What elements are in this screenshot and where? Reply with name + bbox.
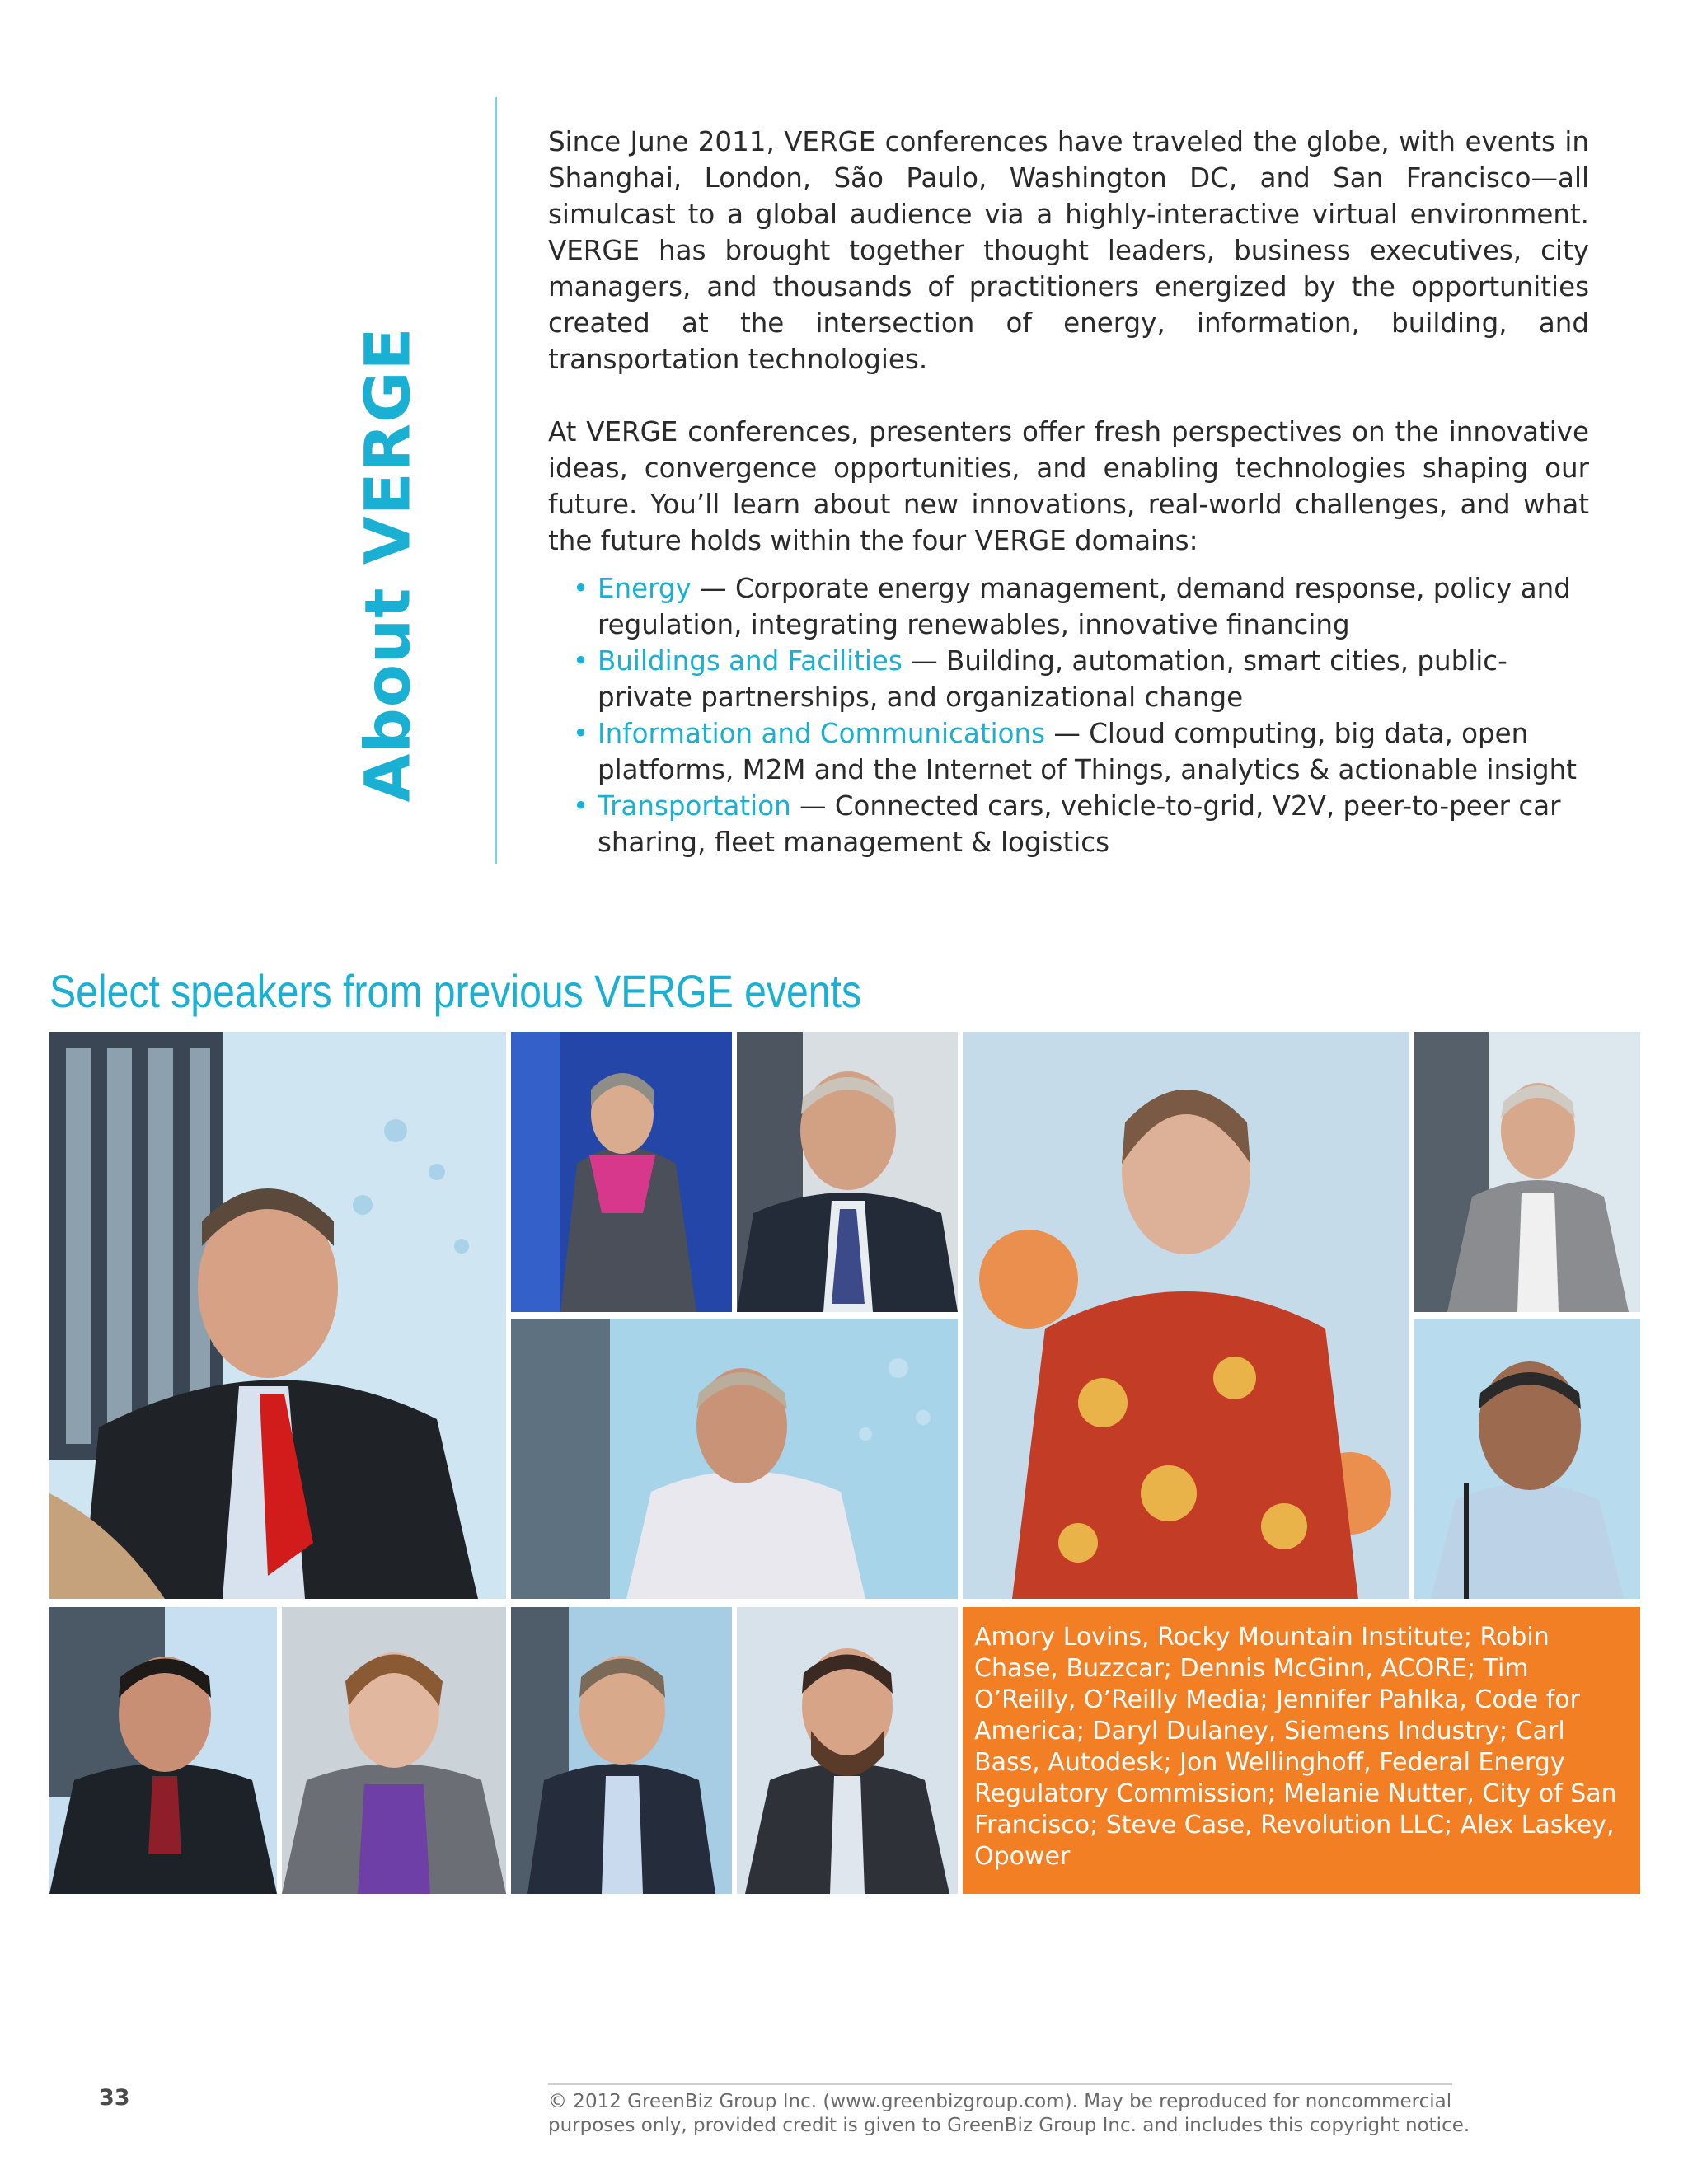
speakers-caption-box — [963, 1607, 1640, 1894]
domain-name: Transportation — [598, 790, 791, 822]
bullet-icon: • — [573, 645, 589, 677]
side-title: About VERGE — [350, 326, 424, 803]
intro-section — [548, 124, 1589, 860]
speaker-photo-7 — [1414, 1319, 1640, 1599]
domain-desc: — Cloud computing, big data, open platforms, M2M and the Internet of Things, analytics & actionable insight — [598, 718, 1578, 785]
page-number: 33 — [99, 2085, 130, 2111]
speaker-photo-3 — [737, 1032, 958, 1312]
domain-desc: — Connected cars, vehicle-to-grid, V2V, peer-to-peer car sharing, fleet management & logistics — [598, 790, 1561, 858]
bullet-icon: • — [573, 718, 589, 749]
side-title-wrap — [346, 326, 429, 803]
domain-item-information — [573, 715, 1589, 788]
domain-name: Energy — [598, 573, 692, 604]
speaker-photo-10 — [511, 1607, 732, 1894]
domain-item-transportation — [573, 788, 1589, 860]
bullet-icon: • — [573, 790, 589, 822]
domain-item-buildings — [573, 643, 1589, 715]
speaker-photo-1 — [49, 1032, 506, 1599]
vertical-divider — [495, 97, 497, 864]
domain-item-energy — [573, 570, 1589, 643]
speaker-photo-11 — [737, 1607, 958, 1894]
speaker-photo-8 — [49, 1607, 277, 1894]
domain-name: Buildings and Facilities — [598, 645, 903, 677]
speaker-photo-2 — [511, 1032, 732, 1312]
speakers-heading: Select speakers from previous VERGE events — [49, 965, 862, 1017]
domain-name: Information and Communications — [598, 718, 1046, 749]
footer-divider — [548, 2083, 1452, 2085]
intro-paragraph-1: Since June 2011, VERGE conferences have traveled the globe, with events in Shanghai, London, São Paulo, Washington DC, and San Francisco—all simulcast to a global audience via a highly-interactive virtual environment. VERGE has brought together thought leaders, business executives, city managers, and thousands of practitioners energized by the opportunities created at the intersection of energy, information, building, and transportation technologies. — [548, 126, 1589, 375]
domain-desc: — Corporate energy management, demand response, policy and regulation, integrating renewables, innovative financing — [598, 573, 1571, 640]
domain-desc: — Building, automation, smart cities, public-private partnerships, and organizational change — [598, 645, 1507, 713]
speaker-photo-9 — [282, 1607, 506, 1894]
speakers-caption: Amory Lovins, Rocky Mountain Institute; Robin Chase, Buzzcar; Dennis McGinn, ACORE; Tim O’Reilly, O’Reilly Media; Jennifer Pahlka, Code for America; Daryl Dulaney, Siemens Industry; Carl Bass, Autodesk; Jon Wellinghoff, Federal Energy Regulatory Commission; Melanie Nutter, City of San Francisco; Steve Case, Revolution LLC; Alex Laskey, Opower — [974, 1623, 1617, 1871]
speaker-photo-5 — [963, 1032, 1409, 1599]
domains-list — [548, 570, 1589, 860]
bullet-icon: • — [573, 573, 589, 604]
speaker-photo-4 — [511, 1319, 958, 1599]
speaker-photo-6 — [1414, 1032, 1640, 1312]
intro-paragraph-2: At VERGE conferences, presenters offer fresh perspectives on the innovative ideas, convergence opportunities, and enabling technologies shaping our future. You’ll learn about new innovations, real-world challenges, and what the future holds within the four VERGE domains: — [548, 416, 1589, 556]
copyright-notice: © 2012 GreenBiz Group Inc. (www.greenbizgroup.com). May be reproduced for noncommercial purposes only, provided credit is given to GreenBiz Group Inc. and includes this copyright notice. — [548, 2091, 1470, 2136]
